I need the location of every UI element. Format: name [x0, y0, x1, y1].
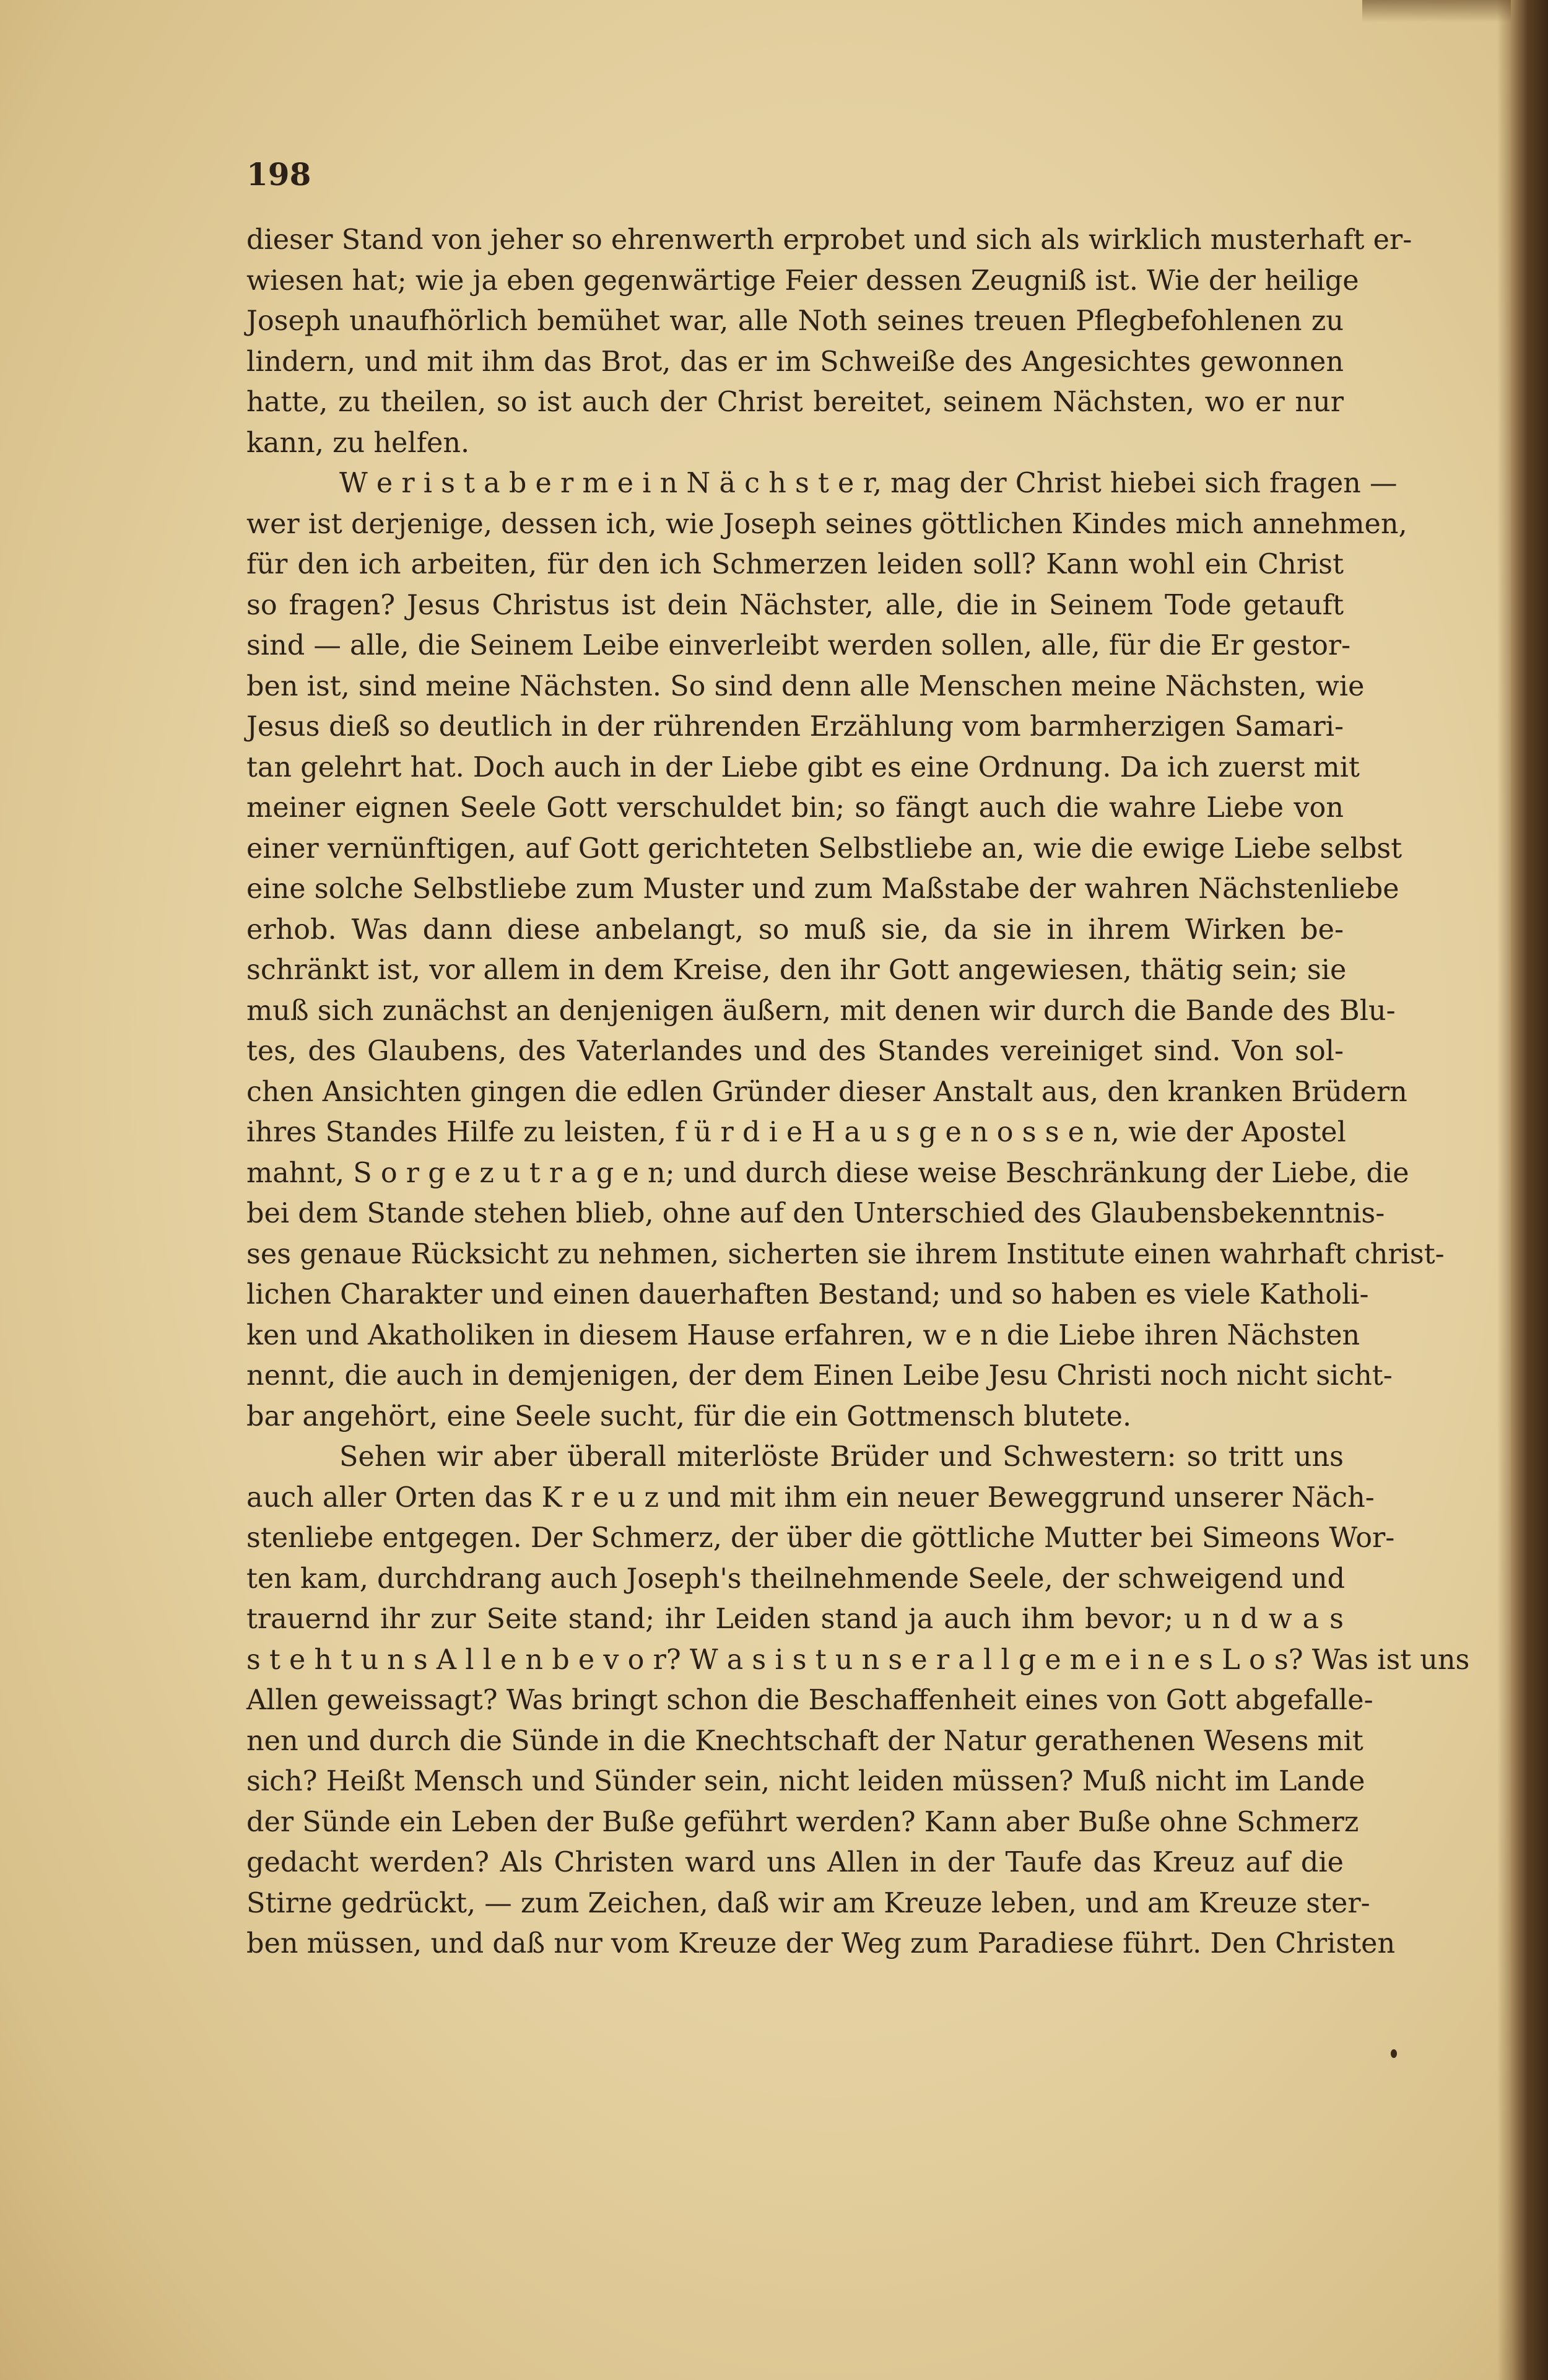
text-line: nen und durch die Sünde in die Knechtschaft der Natur gerathenen Wesens mit — [246, 1725, 1363, 1757]
text-line: lindern, und mit ihm das Brot, das er im Schweiße des Angesichtes gewonnen — [246, 346, 1344, 378]
text-line: erhob. Was dann diese anbelangt, so muß sie, da sie in ihrem Wirken be- — [246, 913, 1344, 946]
text-line: auch aller Orten das K r e u z und mit ihm ein neuer Beweggrund unserer Näch- — [246, 1481, 1375, 1514]
text-line: bar angehört, eine Seele sucht, für die ein Gottmensch blutete. — [246, 1400, 1132, 1432]
text-line: wiesen hat; wie ja eben gegenwärtige Feier dessen Zeugniß ist. Wie der heilige — [246, 264, 1359, 297]
text-line: dieser Stand von jeher so ehrenwerth erprobet und sich als wirklich musterhaft er- — [246, 224, 1412, 256]
text-line: sich? Heißt Mensch und Sünder sein, nicht leiden müssen? Muß nicht im Lande — [246, 1766, 1365, 1797]
text-line: ten kam, durchdrang auch Joseph's theilnehmende Seele, der schweigend und — [246, 1563, 1346, 1595]
text-line: gedacht werden? Als Christen ward uns Allen in der Taufe das Kreuz auf die — [246, 1847, 1344, 1878]
text-line: eine solche Selbstliebe zum Muster und zum Maßstabe der wahren Nächstenliebe — [246, 873, 1399, 905]
text-line: wer ist derjenige, dessen ich, wie Joseph seines göttlichen Kindes mich annehmen, — [246, 508, 1407, 540]
text-line: bei dem Stande stehen blieb, ohne auf den Unterschied des Glaubensbekenntnis- — [246, 1198, 1385, 1229]
book-edge-shadow — [1511, 0, 1548, 2380]
text-line: kann, zu helfen. — [246, 427, 470, 459]
text-line: schränkt ist, vor allem in dem Kreise, den ihr Gott angewiesen, thätig sein; sie — [246, 954, 1347, 986]
text-line: Joseph unaufhörlich bemühet war, alle Noth seines treuen Pflegbefohlenen zu — [246, 305, 1344, 337]
text-line: ben ist, sind meine Nächsten. So sind denn alle Menschen meine Nächsten, wie — [246, 670, 1365, 702]
text-line: einer vernünftigen, auf Gott gerichteten Selbstliebe an, wie die ewige Liebe selbst — [246, 832, 1402, 865]
ink-speck — [1391, 2049, 1397, 2058]
text-line: stenliebe entgegen. Der Schmerz, der über die göttliche Mutter bei Simeons Wor- — [246, 1522, 1395, 1554]
text-line: Jesus dieß so deutlich in der rührenden Erzählung vom barmherzigen Samari- — [246, 711, 1344, 743]
text-line: so fragen? Jesus Christus ist dein Nächster, alle, die in Seinem Tode getauft — [246, 589, 1344, 621]
page-gutter-shadow — [1497, 0, 1511, 2380]
text-line: sind — alle, die Seinem Leibe einverleibt werden sollen, alle, für die Er gestor- — [246, 630, 1351, 661]
text-line: ken und Akatholiken in diesem Hause erfahren, w e n die Liebe ihren Nächsten — [246, 1319, 1360, 1351]
body-text — [246, 220, 1470, 1964]
text-line: nennt, die auch in demjenigen, der dem Einen Leibe Jesu Christi noch nicht sicht- — [246, 1360, 1393, 1392]
paragraph-start-line: Sehen wir aber überall miterlöste Brüder und Schwestern: so tritt uns — [339, 1441, 1344, 1473]
text-line: tes, des Glaubens, des Vaterlandes und des Standes vereiniget sind. Von sol- — [246, 1035, 1344, 1067]
text-line: Allen geweissagt? Was bringt schon die Beschaffenheit eines von Gott abgefalle- — [246, 1685, 1373, 1716]
text-line: chen Ansichten gingen die edlen Gründer dieser Anstalt aus, den kranken Brüdern — [246, 1076, 1407, 1108]
text-line: ben müssen, und daß nur vom Kreuze der Weg zum Paradiese führt. Den Christen — [246, 1928, 1396, 1959]
paragraph-start-line: W e r i s t a b e r m e i n N ä c h s t e r, mag der Christ hiebei sich fragen — — [339, 468, 1398, 499]
text-line: mahnt, S o r g e z u t r a g e n; und durch diese weise Beschränkung der Liebe, die — [246, 1157, 1409, 1189]
text-line: meiner eignen Seele Gott verschuldet bin; so fängt auch die wahre Liebe von — [246, 792, 1344, 824]
text-line: s t e h t u n s A l l e n b e v o r? W a s i s t u n s e r a l l g e m e i n e s L o s? Was ist uns — [246, 1644, 1470, 1676]
text-line: für den ich arbeiten, für den ich Schmerzen leiden soll? Kann wohl ein Christ — [246, 549, 1344, 580]
text-line: ihres Standes Hilfe zu leisten, f ü r d i e H a u s g e n o s s e n, wie der Apostel — [246, 1117, 1346, 1148]
page-number: 198 — [246, 156, 311, 193]
page-top-stain — [1362, 0, 1511, 22]
text-line: ses genaue Rücksicht zu nehmen, sicherten sie ihrem Institute einen wahrhaft christ- — [246, 1238, 1445, 1270]
text-line: hatte, zu theilen, so ist auch der Christ bereitet, seinem Nächsten, wo er nur — [246, 386, 1344, 418]
text-line: lichen Charakter und einen dauerhaften Bestand; und so haben es viele Katholi- — [246, 1279, 1369, 1310]
text-line: Stirne gedrückt, — zum Zeichen, daß wir am Kreuze leben, und am Kreuze ster- — [246, 1887, 1370, 1919]
text-line: der Sünde ein Leben der Buße geführt werden? Kann aber Buße ohne Schmerz — [246, 1806, 1359, 1838]
text-line: tan gelehrt hat. Doch auch in der Liebe gibt es eine Ordnung. Da ich zuerst mit — [246, 751, 1360, 783]
text-line: muß sich zunächst an denjenigen äußern, mit denen wir durch die Bande des Blu- — [246, 995, 1396, 1027]
text-line: trauernd ihr zur Seite stand; ihr Leiden stand ja auch ihm bevor; u n d w a s — [246, 1603, 1344, 1635]
